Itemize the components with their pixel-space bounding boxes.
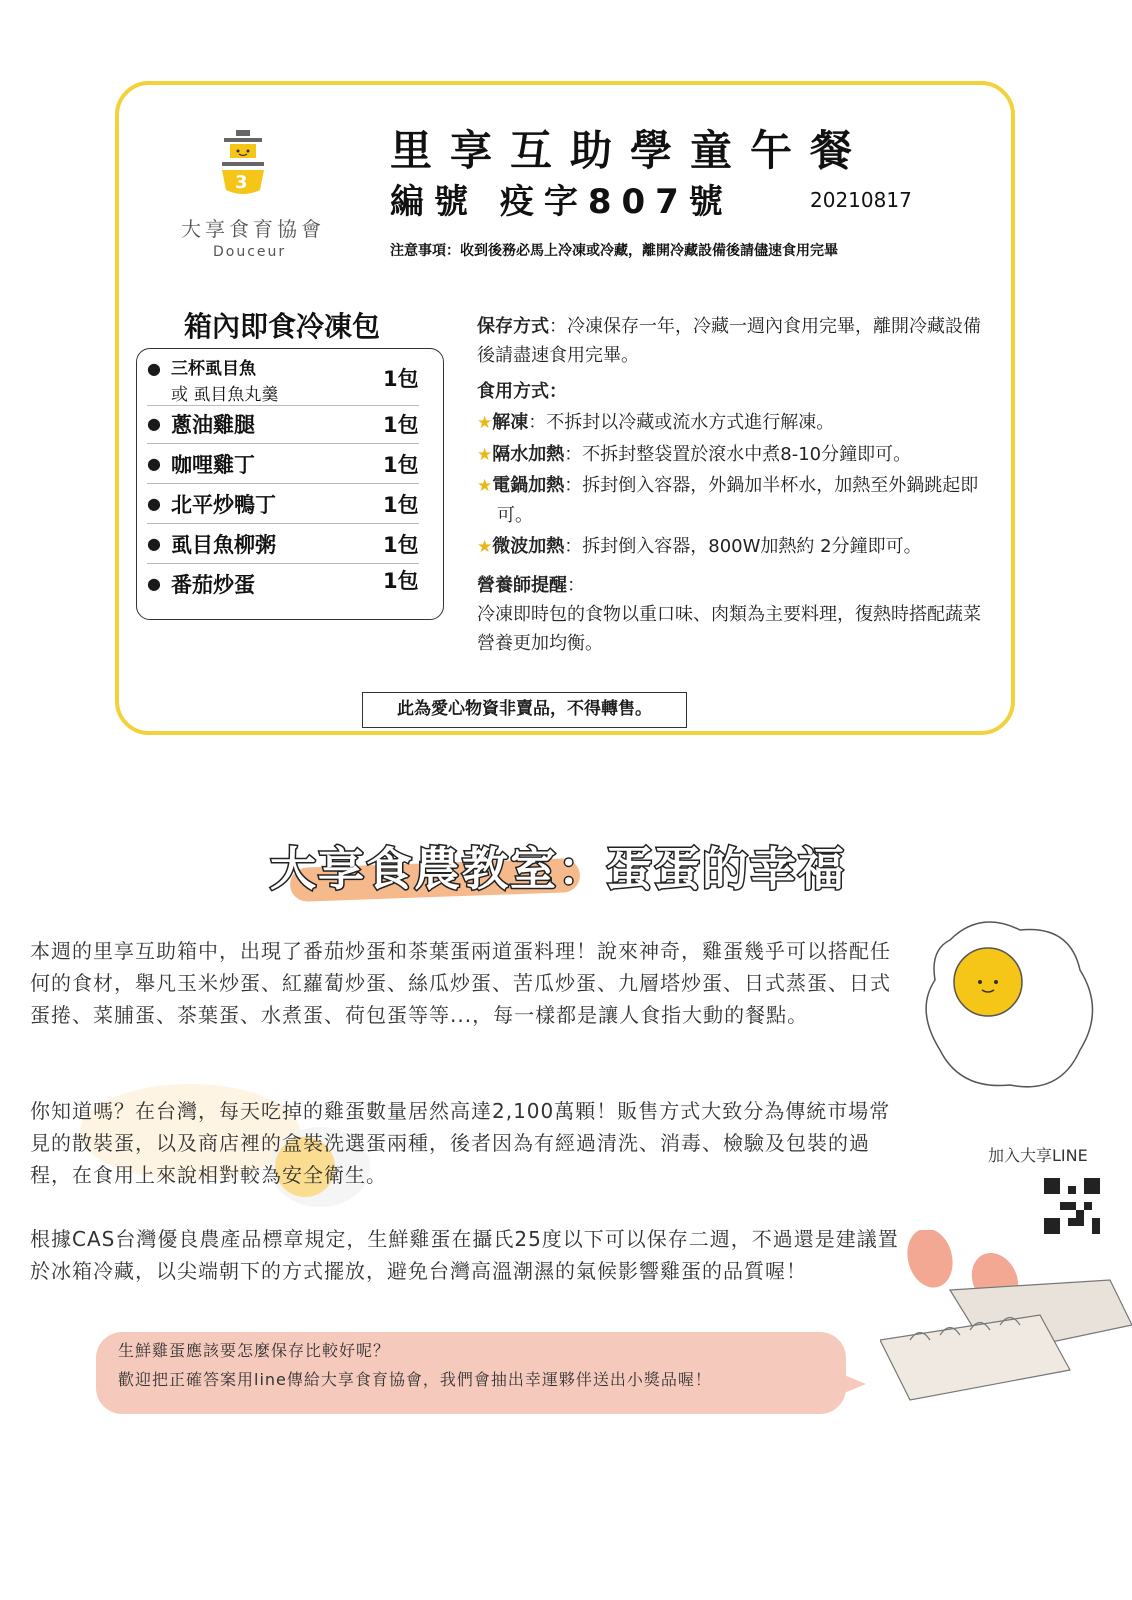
- question-line-1: 生鮮雞蛋應該要怎麼保存比較好呢？: [118, 1341, 391, 1360]
- item-qty: 1包: [383, 569, 419, 593]
- svg-text:3: 3: [235, 172, 248, 193]
- star-icon: ★: [477, 537, 493, 557]
- egg-carton-illustration: [880, 1230, 1132, 1420]
- bullet-icon: ●: [147, 414, 161, 433]
- usage-label: 食用方式：: [477, 381, 567, 402]
- line-qr-code[interactable]: [1044, 1178, 1100, 1234]
- bullet-icon: ●: [147, 359, 161, 378]
- nutrition-text: 冷凍即時包的食物以重口味、肉類為主要料理，復熱時搭配蔬菜營養更加均衡。: [477, 604, 981, 654]
- logo-subtitle: Douceur: [213, 244, 287, 260]
- nutrition-note: 營養師提醒： 冷凍即時包的食物以重口味、肉類為主要料理，復熱時搭配蔬菜營養更加均衡。: [477, 575, 981, 654]
- section-title-sep: ：: [558, 842, 606, 896]
- item-name: 北平炒鴨丁: [171, 493, 276, 517]
- paragraph-2: 你知道嗎？在台灣，每天吃掉的雞蛋數量居然高達2,100萬顆！販售方式大致分為傳統市場常見的散裝蛋，以及商店裡的盒裝洗選蛋兩種，後者因為有經過清洗、消毒、檢驗及包裝的過程，在食用上來說相對較為安全衛生。: [30, 1099, 891, 1187]
- paragraph-1: 本週的里享互助箱中，出現了番茄炒蛋和茶葉蛋兩道蛋料理！說來神奇，雞蛋幾乎可以搭配任何的食材，舉凡玉米炒蛋、紅蘿蔔炒蛋、絲瓜炒蛋、苦瓜炒蛋、九層塔炒蛋、日式蒸蛋、日式蛋捲、菜脯蛋、茶葉蛋、水煮蛋、荷包蛋等等...，每一樣都是讓人食指大動的餐點。: [30, 939, 891, 1027]
- section-title: [270, 833, 890, 903]
- line-join-label: 加入大享LINE: [988, 1146, 1088, 1165]
- serial-number: 編號 疫字807號: [390, 182, 733, 222]
- page-title: 里享互助學童午餐: [390, 126, 871, 175]
- bullet-icon: ●: [147, 494, 161, 513]
- list-item: [147, 445, 419, 484]
- section-title-main: 大享食農教室: [270, 842, 558, 896]
- list-item: [147, 349, 419, 406]
- usage-method: ★解凍：不拆封以冷藏或流水方式進行解凍。: [477, 412, 835, 433]
- item-name: 虱目魚柳粥: [171, 533, 276, 557]
- storage-info: [477, 312, 997, 370]
- section-title-sub: 蛋蛋的幸福: [606, 842, 846, 896]
- item-name: 蔥油雞腿: [171, 413, 255, 437]
- list-item: [147, 565, 419, 603]
- usage-method: ★電鍋加熱：拆封倒入容器，外鍋加半杯水，加熱至外鍋跳起即可。: [477, 475, 979, 526]
- item-qty: 1包: [383, 453, 419, 477]
- paragraph-3: 根據CAS台灣優良農產品標章規定，生鮮雞蛋在攝氏25度以下可以保存二週，不過還是建議置於冰箱冷藏，以尖端朝下的方式擺放，避免台灣高溫潮濕的氣候影響雞蛋的品質喔！: [30, 1227, 899, 1283]
- star-icon: ★: [477, 476, 493, 496]
- nutrition-label: 營養師提醒: [477, 575, 567, 596]
- storage-label: 保存方式: [477, 316, 549, 337]
- usage-method: ★隔水加熱：不拆封整袋置於滾水中煮8-10分鐘即可。: [477, 444, 912, 465]
- star-icon: ★: [477, 413, 493, 433]
- list-item: [147, 525, 419, 564]
- item-qty: 1包: [383, 413, 419, 437]
- package-list: [136, 348, 444, 620]
- package-title: 箱內即食冷凍包: [184, 310, 381, 343]
- bullet-icon: ●: [147, 534, 161, 553]
- item-name: 番茄炒蛋: [171, 573, 255, 597]
- list-item: [147, 406, 419, 444]
- item-name: 三杯虱目魚: [171, 359, 256, 379]
- storage-text: ：冷凍保存一年，冷藏一週內食用完畢，離開冷藏設備後請盡速食用完畢。: [477, 316, 981, 366]
- item-qty: 1包: [383, 367, 419, 391]
- bullet-icon: ●: [147, 454, 161, 473]
- bullet-icon: ●: [147, 574, 161, 593]
- item-name-alt: 或 虱目魚丸羹: [171, 385, 279, 405]
- item-qty: 1包: [383, 533, 419, 557]
- question-line-2: 歡迎把正確答案用line傳給大享食育協會，我們會抽出幸運夥伴送出小獎品喔！: [118, 1370, 712, 1389]
- item-qty: 1包: [383, 493, 419, 517]
- list-item: [147, 485, 419, 524]
- item-name: 咖哩雞丁: [171, 453, 255, 477]
- logo-name: 大享食育協會: [181, 217, 325, 241]
- disclaimer-box: 此為愛心物資非賣品，不得轉售。: [362, 692, 687, 728]
- fried-egg-illustration: [920, 910, 1100, 1100]
- issue-date: 20210817: [810, 188, 912, 212]
- notice-text: 注意事項：收到後務必馬上冷凍或冷藏，離開冷藏設備後請儘速食用完畢: [390, 243, 838, 259]
- usage-method: ★微波加熱：拆封倒入容器，800W加熱約 2分鐘即可。: [477, 536, 922, 557]
- star-icon: ★: [477, 445, 493, 465]
